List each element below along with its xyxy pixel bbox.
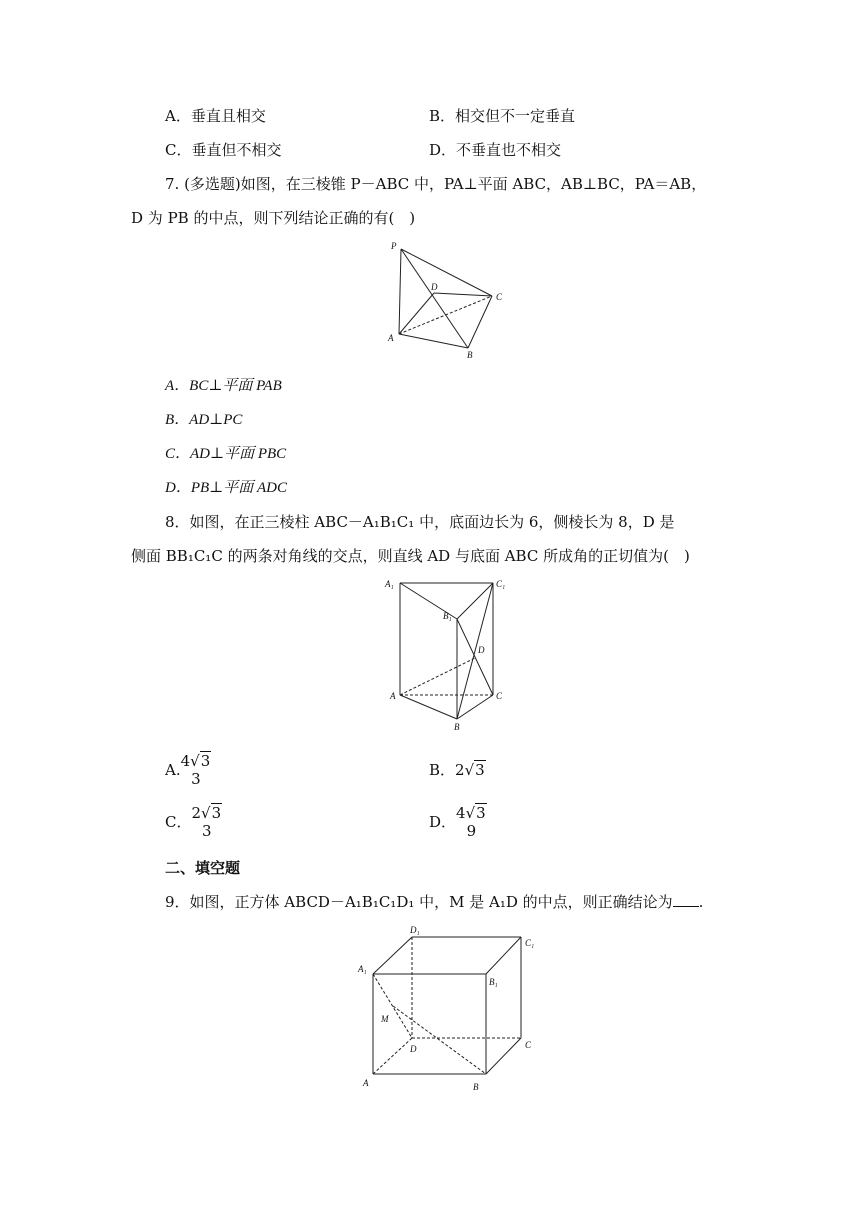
q8-option-b-rad: 3: [475, 761, 485, 779]
edge-AB: [399, 334, 468, 348]
segment-MB-hidden: [393, 1006, 486, 1074]
section-title: 二、填空题: [165, 859, 241, 877]
label-C: C: [525, 1040, 532, 1050]
label-B: B: [454, 722, 460, 732]
q8-option-d-den: 9: [466, 822, 477, 840]
q8-option-a-rad: 3: [200, 752, 211, 770]
q7-option-b: B．AD⊥PC: [165, 412, 243, 428]
q8-option-c-num: 2: [191, 804, 202, 822]
label-B: B: [467, 350, 473, 360]
q8-option-d-label: D．: [429, 813, 457, 831]
diag-B1C: [457, 619, 493, 695]
q8-option-b-label: B．: [429, 761, 456, 779]
edge-BC: [486, 1038, 521, 1074]
label-A: A: [363, 1078, 369, 1088]
label-C1: C₁: [496, 579, 506, 589]
q8-option-a-num: 4: [180, 752, 191, 770]
label-A1: A₁: [385, 579, 394, 589]
edge-AB: [400, 695, 457, 719]
label-D: D: [478, 645, 485, 655]
label-P: P: [391, 241, 397, 251]
q8-option-a-den: 3: [191, 770, 201, 788]
q8-option-c-rad: 3: [211, 804, 222, 822]
q8-option-d-rad: 3: [476, 804, 486, 822]
label-C1: C₁: [525, 938, 535, 948]
edge-PB: [401, 249, 468, 348]
q9-stem-text: 9．如图，正方体 ABCD－A₁B₁C₁D₁ 中，M 是 A₁D 的中点，则正确结论为: [165, 893, 673, 911]
segment-AD-hidden: [400, 658, 475, 695]
label-A: A: [388, 333, 394, 343]
q8-option-b: B．2√3: [429, 761, 485, 779]
q9-cube-figure: [355, 920, 545, 1098]
q9-stem: [165, 892, 703, 912]
q8-option-d-num: 4: [456, 804, 466, 822]
edge-AD: [399, 293, 434, 334]
q8-stem-line1: 8．如图，在正三棱柱 ABC－A₁B₁C₁ 中，底面边长为 6，侧棱长为 8，D 是: [165, 513, 675, 531]
q7-stem-line1: 7. (多选题)如图，在三棱锥 P－ABC 中，PA⊥平面 ABC，AB⊥BC，PA＝AB，: [165, 175, 707, 193]
label-B1: B₁: [489, 977, 498, 987]
edge-B1C1: [486, 937, 521, 974]
q6-option-c: C．垂直但不相交: [165, 141, 282, 159]
q9-answer-blank: [673, 892, 699, 907]
q8-stem-line2: 侧面 BB₁C₁C 的两条对角线的交点，则直线 AD 与底面 ABC 所成角的正切值为( ): [131, 547, 690, 565]
edge-A1D1: [373, 937, 412, 974]
edge-AD-hidden: [373, 1038, 412, 1074]
q8-option-c: C． 2√3 3: [165, 804, 222, 840]
q7-option-d: D．PB⊥平面 ADC: [165, 480, 288, 496]
q8-option-d: D． 4√3 9: [429, 804, 486, 840]
q8-option-b-coef: 2: [455, 761, 465, 779]
label-B1: B₁: [443, 611, 452, 621]
q8-option-c-label: C．: [165, 813, 192, 831]
q7-pyramid-figure: [385, 240, 515, 365]
label-M: M: [381, 1014, 389, 1024]
edge-B1C1: [457, 583, 493, 619]
q8-option-a: A. 4√3 3: [165, 752, 211, 788]
q8-option-a-label: A.: [165, 761, 181, 779]
edge-DC: [434, 293, 492, 296]
q7-stem-line2: D 为 PB 的中点，则下列结论正确的有( ): [131, 209, 416, 227]
q8-prism-figure: [380, 575, 515, 735]
edge-PC: [401, 249, 492, 296]
label-D: D: [431, 282, 438, 292]
label-D1: D₁: [410, 925, 420, 935]
edge-AC-hidden: [399, 296, 492, 334]
label-A1: A₁: [358, 964, 367, 974]
edge-BC: [468, 296, 492, 348]
q8-option-c-den: 3: [202, 822, 212, 840]
label-A: A: [390, 691, 396, 701]
q7-option-a: A．BC⊥平面 PAB: [165, 378, 282, 394]
label-C: C: [496, 292, 503, 302]
q6-option-a: A．垂直且相交: [165, 107, 266, 125]
q6-option-b: B．相交但不一定垂直: [429, 107, 576, 125]
q7-option-c: C．AD⊥平面 PBC: [165, 446, 287, 462]
label-B: B: [473, 1082, 479, 1092]
label-C: C: [496, 691, 503, 701]
label-D: D: [410, 1044, 417, 1054]
q6-option-d: D．不垂直也不相交: [429, 141, 562, 159]
segment-A1D-hidden: [373, 974, 412, 1038]
q9-stem-end: .: [698, 893, 704, 911]
edge-PA: [399, 249, 401, 334]
